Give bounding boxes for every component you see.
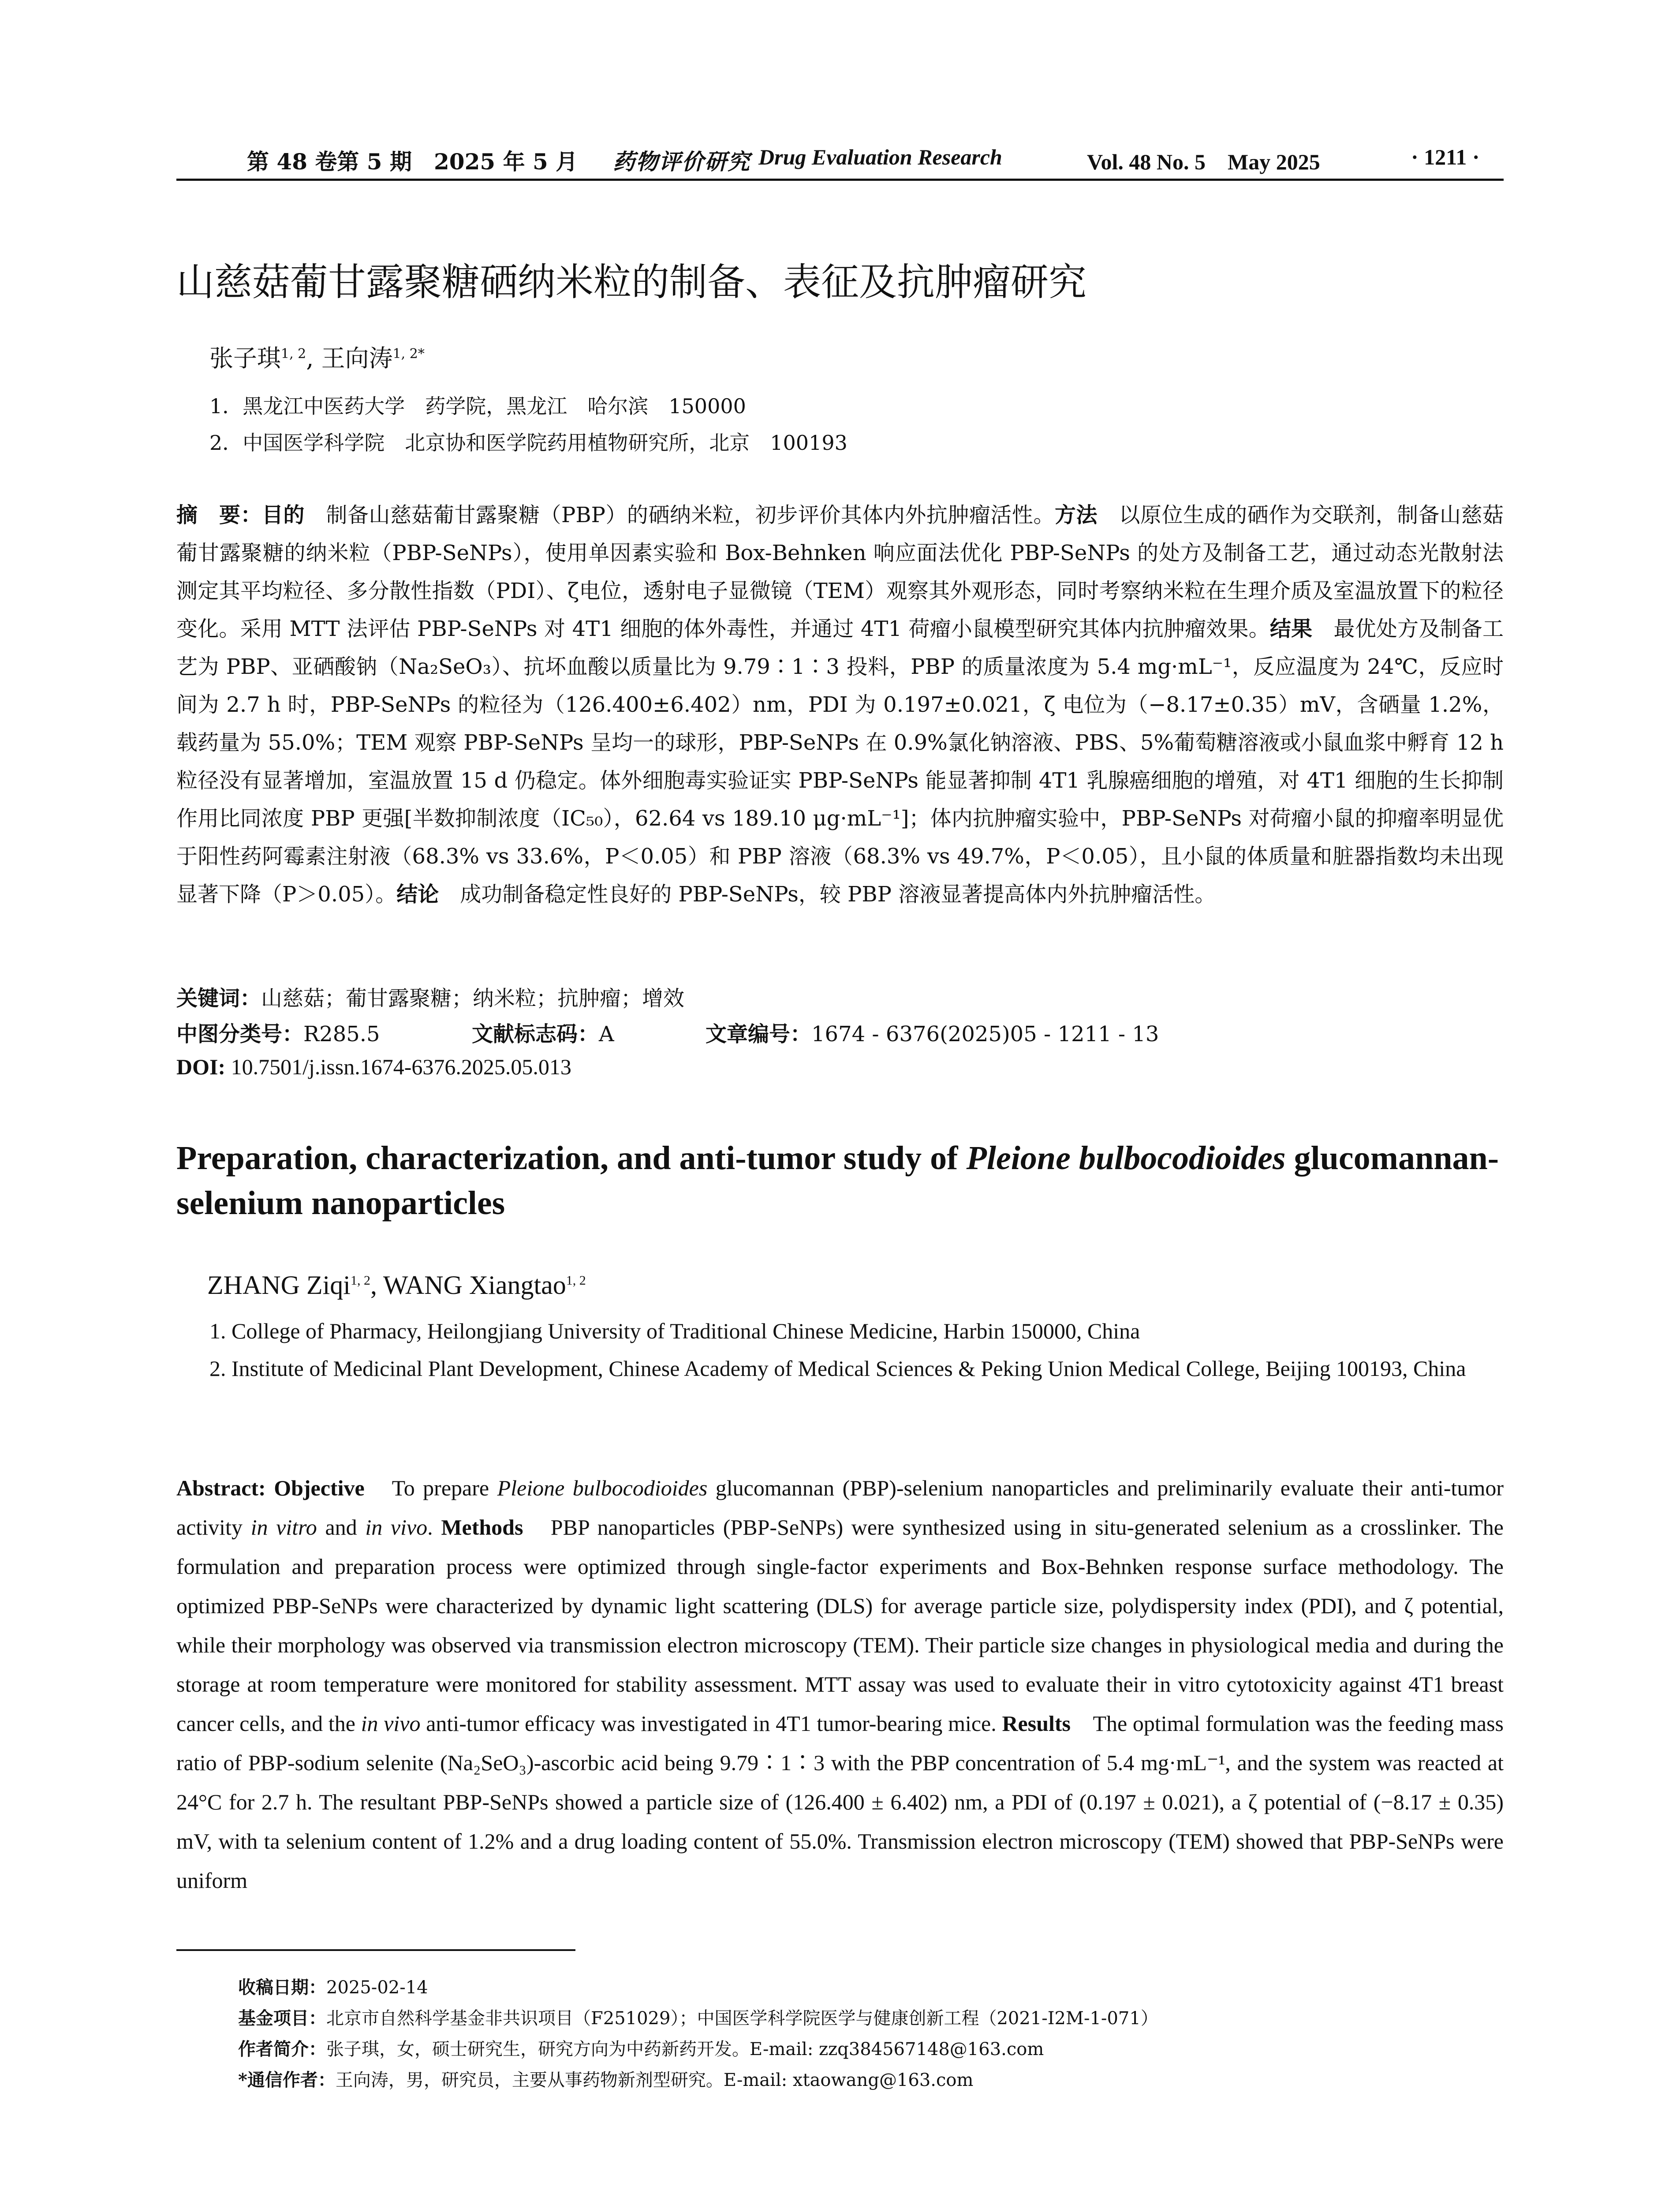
footnote-funding bbox=[238, 2004, 1158, 2029]
footnote-value: 张子琪，女，硕士研究生，研究方向为中药新药开发。E-mail: zzq384567148@163.com bbox=[326, 2039, 1044, 2059]
methods-en-label: Methods bbox=[441, 1515, 523, 1540]
conjunction: and bbox=[317, 1515, 366, 1540]
author-separator: , bbox=[306, 344, 321, 372]
abstract-cn bbox=[176, 496, 1504, 913]
title-en-species: Pleione bulbocodioides bbox=[966, 1140, 1286, 1177]
results-en-label: Results bbox=[1002, 1711, 1071, 1736]
footnote-divider bbox=[176, 1949, 575, 1951]
objective-text: 制备山慈菇葡甘露聚糖（PBP）的硒纳米粒，初步评价其体内外抗肿瘤活性。 bbox=[305, 503, 1055, 527]
author-name: 王向涛 bbox=[321, 344, 393, 372]
abstract-en-label: Abstract: Objective bbox=[176, 1476, 365, 1500]
in-vitro-term: in vitro bbox=[250, 1515, 317, 1540]
methods-text: 以原位生成的硒作为交联剂，制备山慈菇葡甘露聚糖的纳米粒（PBP-SeNPs），使用单因素实验和 Box-Behnken 响应面法优化 PBP-SeNPs 的处方及制备工艺，通过动态光散射法测定其平均粒径、多分散性指数（PDI）、ζ电位，透射电子显微镜（TEM）观察其外观形态，同时考察纳米粒在生理介质及室温放置下的粒径变化。采用 MTT 法评估 PBP-SeNPs 对 4T1 细胞的体外毒性，并通过 4T1 荷瘤小鼠模型研究其体内抗肿瘤效果。 bbox=[176, 503, 1504, 641]
header-journal-en: Drug Evaluation Research bbox=[758, 145, 1002, 169]
methods-text: PBP nanoparticles (PBP-SeNPs) were synthesized using in situ-generated selenium as a crosslinker. The formulation and preparation process were optimized through single-factor experiments and Box-Behnken response surface methodology. The optimized PBP-SeNPs were characterized by dynamic light scattering (DLS) for average particle size, polydispersity index (PDI), and ζ potential, while their morphology was observed via transmission electron microscopy (TEM). Their particle size changes in physiological media and during the storage at room temperature were monitored for stability assessment. MTT assay was used to evaluate their in vitro cytotoxicity against 4T1 breast cancer cells, and the bbox=[176, 1515, 1504, 1736]
objective-text: glucomannan (PBP)-selenium nanoparticles and preliminarily evaluate their anti-tumor activity bbox=[176, 1476, 1504, 1540]
title-cn: 山慈菇葡甘露聚糖硒纳米粒的制备、表征及抗肿瘤研究 bbox=[176, 260, 1086, 304]
footnote-label: 收稿日期： bbox=[238, 1977, 326, 1998]
author-name: ZHANG Ziqi bbox=[207, 1271, 351, 1300]
clc-label: 中图分类号： bbox=[176, 1022, 304, 1046]
footnote-value: 2025-02-14 bbox=[326, 1977, 428, 1998]
clc-value: R285.5 bbox=[303, 1022, 380, 1046]
methods-text: anti-tumor efficacy was investigated in 4T1 tumor-bearing mice. bbox=[420, 1711, 1002, 1736]
header-page-number: · 1211 · bbox=[1411, 145, 1480, 169]
footnote-value: 北京市自然科学基金非共识项目（F251029）；中国医学科学院医学与健康创新工程（2021-I2M-1-071） bbox=[326, 2008, 1158, 2029]
author-affiliation-mark: 1, 2* bbox=[392, 346, 425, 362]
author-name: 张子琪 bbox=[209, 344, 281, 372]
keywords-cn bbox=[176, 981, 684, 1012]
author-affiliation-mark: 1, 2 bbox=[281, 346, 306, 362]
journal-logo-cn: 药物评价研究 bbox=[613, 149, 750, 175]
keywords-value: 山慈菇；葡甘露聚糖；纳米粒；抗肿瘤；增效 bbox=[261, 986, 685, 1011]
methods-label: 方法 bbox=[1054, 503, 1098, 527]
footnote-label: 作者简介： bbox=[238, 2039, 326, 2059]
author-separator: , bbox=[370, 1271, 383, 1300]
doi-value: 10.7501/j.issn.1674-6376.2025.05.013 bbox=[225, 1054, 571, 1079]
title-en-part: glucomannan-selenium nanoparticles bbox=[176, 1140, 1499, 1222]
abstract-label: 摘 要： bbox=[176, 503, 262, 527]
header-issue-cn: 第 48 卷第 5 期 2025 年 5 月 bbox=[247, 149, 578, 175]
abstract-en bbox=[176, 1469, 1504, 1900]
title-en-part: Preparation, characterization, and anti-tumor study of bbox=[176, 1140, 967, 1177]
article-number-value: 1674 - 6376(2025)05 - 1211 - 13 bbox=[811, 1022, 1159, 1046]
author-affiliation-mark: 1, 2 bbox=[566, 1273, 586, 1288]
header-volume-en: Vol. 48 No. 5 May 2025 bbox=[1087, 149, 1320, 174]
doi-label: DOI: bbox=[176, 1054, 226, 1079]
conclusion-text: 成功制备稳定性良好的 PBP-SeNPs，较 PBP 溶液显著提高体内外抗肿瘤活性。 bbox=[439, 882, 1216, 907]
results-text: 最优处方及制备工艺为 PBP、亚硒酸钠（Na₂SeO₃）、抗坏血酸以质量比为 9.79∶1∶3 投料，PBP 的质量浓度为 5.4 mg·mL⁻¹，反应温度为 24℃，反应时间为 2.7 h 时，PBP-SeNPs 的粒径为（126.400±6.402）nm，PDI 为 0.197±0.021，ζ 电位为（−8.17±0.35）mV，含硒量 1.2%，载药量为 55.0%；TEM 观察 PBP-SeNPs 呈均一的球形，PBP-SeNPs 在 0.9%氯化钠溶液、PBS、5%葡萄糖溶液或小鼠血浆中孵育 12 h 粒径没有显著增加，室温放置 15 d 仍稳定。体外细胞毒实验证实 PBP-SeNPs 能显著抑制 4T1 乳腺癌细胞的增殖，对 4T1 细胞的生长抑制作用比同浓度 PBP 更强[半数抑制浓度（IC₅₀），62.64 vs 189.10 μg·mL⁻¹]；体内抗肿瘤实验中，PBP-SeNPs 对荷瘤小鼠的抑瘤率明显优于阳性药阿霉素注射液（68.3% vs 33.6%，P＜0.05）和 PBP 溶液（68.3% vs 49.7%，P＜0.05），且小鼠的体质量和脏器指数均未出现显著下降（P＞0.05）。 bbox=[176, 617, 1504, 907]
objective-label: 目的 bbox=[262, 503, 305, 527]
results-text: The optimal formulation was the feeding mass ratio of PBP-sodium selenite (Na₂SeO₃)-ascorbic acid being 9.79∶1∶3 with the PBP concentration of 5.4 mg·mL⁻¹, and the system was reacted at 24°C for 2.7 h. The resultant PBP-SeNPs showed a particle size of (126.400 ± 6.402) nm, a PDI of (0.197 ± 0.021), a ζ potential of (−8.17 ± 0.35) mV, with ta selenium content of 1.2% and a drug loading content of 55.0%. Transmission electron microscopy (TEM) showed that PBP-SeNPs were uniform bbox=[176, 1711, 1504, 1893]
footnote-label: 基金项目： bbox=[238, 2008, 326, 2029]
footnote-label: *通信作者： bbox=[238, 2070, 336, 2090]
results-label: 结果 bbox=[1269, 617, 1313, 641]
doi-line bbox=[176, 1054, 571, 1080]
keywords-label: 关键词： bbox=[176, 986, 261, 1011]
author-name: WANG Xiangtao bbox=[383, 1271, 566, 1300]
authors-en bbox=[207, 1270, 586, 1301]
classification-line bbox=[176, 1017, 1159, 1047]
footnote-author-bio bbox=[238, 2035, 1044, 2060]
doc-code-value: A bbox=[599, 1022, 614, 1046]
article-number-label: 文章编号： bbox=[706, 1022, 812, 1046]
doc-code-label: 文献标志码： bbox=[472, 1022, 599, 1046]
author-affiliation-mark: 1, 2 bbox=[350, 1273, 370, 1288]
affiliation-en: 1. College of Pharmacy, Heilongjiang University of Traditional Chinese Medicine, Harbin 150000, China bbox=[209, 1319, 1140, 1343]
footnote-corresponding bbox=[238, 2066, 973, 2091]
in-vivo-term: in vivo bbox=[365, 1515, 428, 1540]
affiliation-cn: 1．黑龙江中医药大学 药学院，黑龙江 哈尔滨 150000 bbox=[209, 394, 746, 418]
objective-text: To prepare bbox=[364, 1476, 497, 1500]
footnote-received bbox=[238, 1973, 428, 1999]
title-en bbox=[176, 1136, 1504, 1226]
footnote-value: 王向涛，男，研究员，主要从事药物新剂型研究。E-mail: xtaowang@163.com bbox=[335, 2070, 974, 2090]
conclusion-label: 结论 bbox=[396, 882, 439, 907]
authors-cn bbox=[209, 340, 425, 374]
in-vivo-term: in vivo bbox=[361, 1711, 421, 1736]
running-header bbox=[176, 139, 1504, 181]
species-name: Pleione bulbocodioides bbox=[497, 1476, 708, 1500]
affiliation-cn: 2．中国医学科学院 北京协和医学院药用植物研究所，北京 100193 bbox=[209, 431, 847, 455]
affiliation-en: 2. Institute of Medicinal Plant Development, Chinese Academy of Medical Sciences & Peking Union Medical College, Beijing 100193, China bbox=[209, 1356, 1466, 1381]
sentence-end: . bbox=[427, 1515, 441, 1540]
